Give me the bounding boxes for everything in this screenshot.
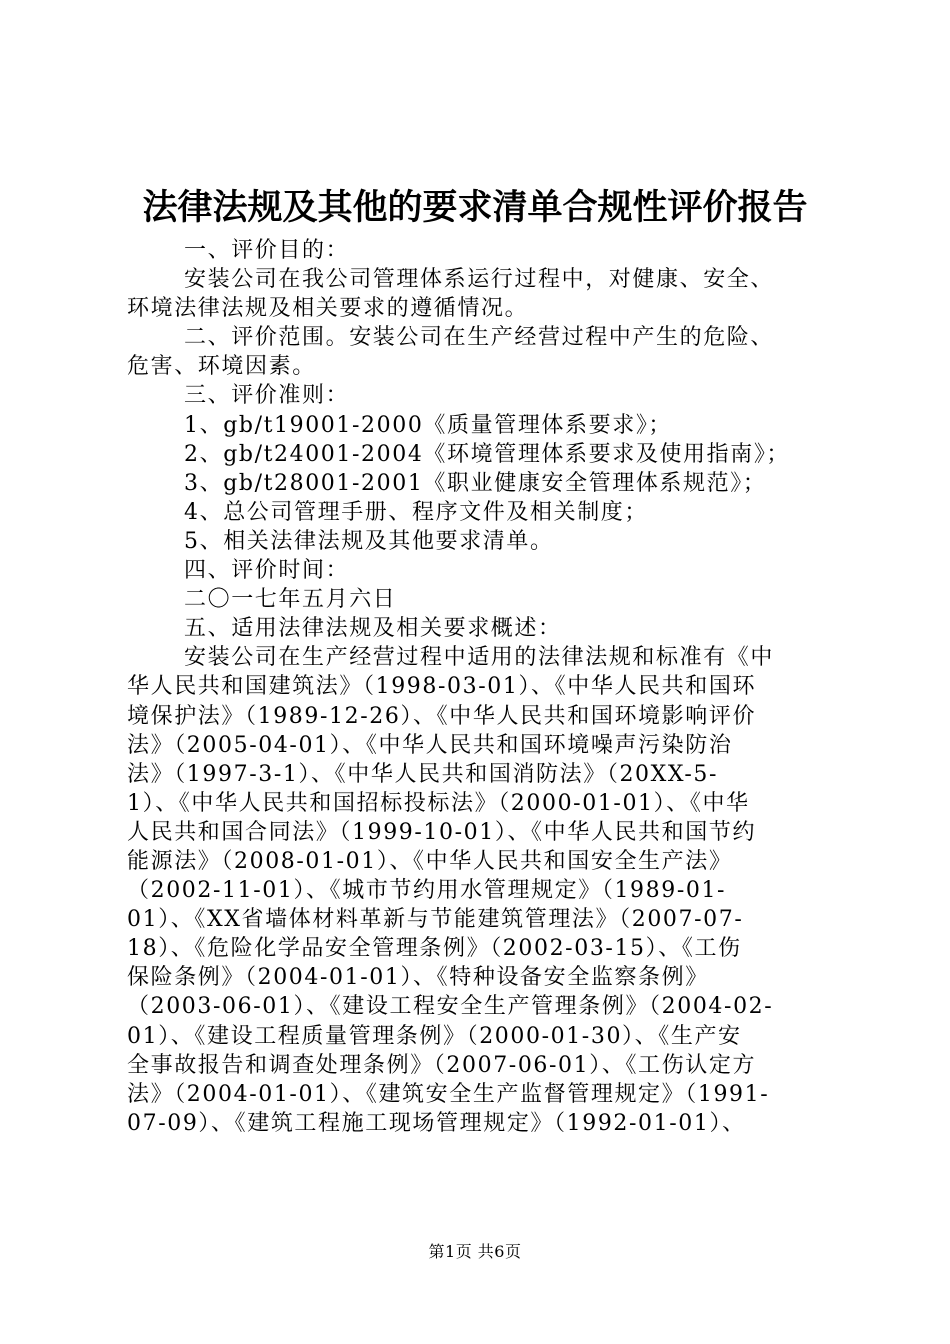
document-line: 四、评价时间： [184, 558, 350, 584]
document-line: 5、相关法律法规及其他要求清单。 [184, 528, 554, 554]
document-line: 一、评价目的： [184, 238, 350, 263]
document-body [127, 236, 833, 1138]
document-line: 三、评价准则： [184, 383, 350, 409]
document-line: 保险条例》（2004-01-01）、《特种设备安全监察条例》 [127, 965, 709, 991]
document-line: 4、总公司管理手册、程序文件及相关制度； [184, 499, 648, 525]
document-line: 全事故报告和调查处理条例》（2007-06-01）、《工伤认定方 [127, 1052, 757, 1078]
document-line: 二〇一七年五月六日 [184, 587, 397, 613]
document-line: 1）、《中华人民共和国招标投标法》（2000-01-01）、《中华 [127, 790, 750, 816]
document-line: 人民共和国合同法》（1999-10-01）、《中华人民共和国节约 [127, 819, 757, 845]
document-line: 安装公司在生产经营过程中适用的法律法规和标准有《中 [184, 645, 775, 671]
document-line: 能源法》（2008-01-01）、《中华人民共和国安全生产法》 [127, 848, 733, 874]
document-line: 环境法律法规及相关要求的遵循情况。 [127, 296, 529, 322]
document-line: 18）、《危险化学品安全管理条例》（2002-03-15）、《工伤 [127, 936, 742, 962]
document-line: 法》（2005-04-01）、《中华人民共和国环境噪声污染防治 [127, 732, 733, 758]
document-line: 01）、《XX省墙体材料革新与节能建筑管理法》（2007-07- [127, 907, 744, 933]
document-line: 01）、《建设工程质量管理条例》（2000-01-30）、《生产安 [127, 1023, 742, 1049]
document-line: 07-09）、《建筑工程施工现场管理规定》（1992-01-01）、 [127, 1110, 746, 1136]
document-line: 危害、环境因素。 [127, 354, 316, 380]
document-line: 安装公司在我公司管理体系运行过程中，对健康、安全、 [184, 267, 775, 293]
document-line: 法》（2004-01-01）、《建筑安全生产监督管理规定》（1991- [127, 1081, 770, 1107]
document-title: 法律法规及其他的要求清单合规性评价报告 [142, 187, 808, 228]
document-line: 境保护法》（1989-12-26）、《中华人民共和国环境影响评价 [127, 703, 757, 729]
document-line: 二、评价范围。安装公司在生产经营过程中产生的危险、 [184, 325, 775, 351]
page-number-footer: 第1页 共6页 [428, 1242, 522, 1261]
document-line: 五、适用法律法规及相关要求概述： [184, 616, 562, 642]
document-line: 1、gb/t19001-2000《质量管理体系要求》； [184, 412, 673, 438]
document-line: 华人民共和国建筑法》（1998-03-01）、《中华人民共和国环 [127, 674, 757, 700]
document-line: （2003-06-01）、《建设工程安全生产管理条例》（2004-02- [127, 994, 774, 1020]
document-line: 法》（1997-3-1）、《中华人民共和国消防法》（20XX-5- [127, 761, 719, 787]
document-line: 2、gb/t24001-2004《环境管理体系要求及使用指南》； [184, 441, 791, 467]
document-line: 3、gb/t28001-2001《职业健康安全管理体系规范》； [184, 470, 767, 496]
document-line: （2002-11-01）、《城市节约用水管理规定》（1989-01- [127, 878, 727, 904]
